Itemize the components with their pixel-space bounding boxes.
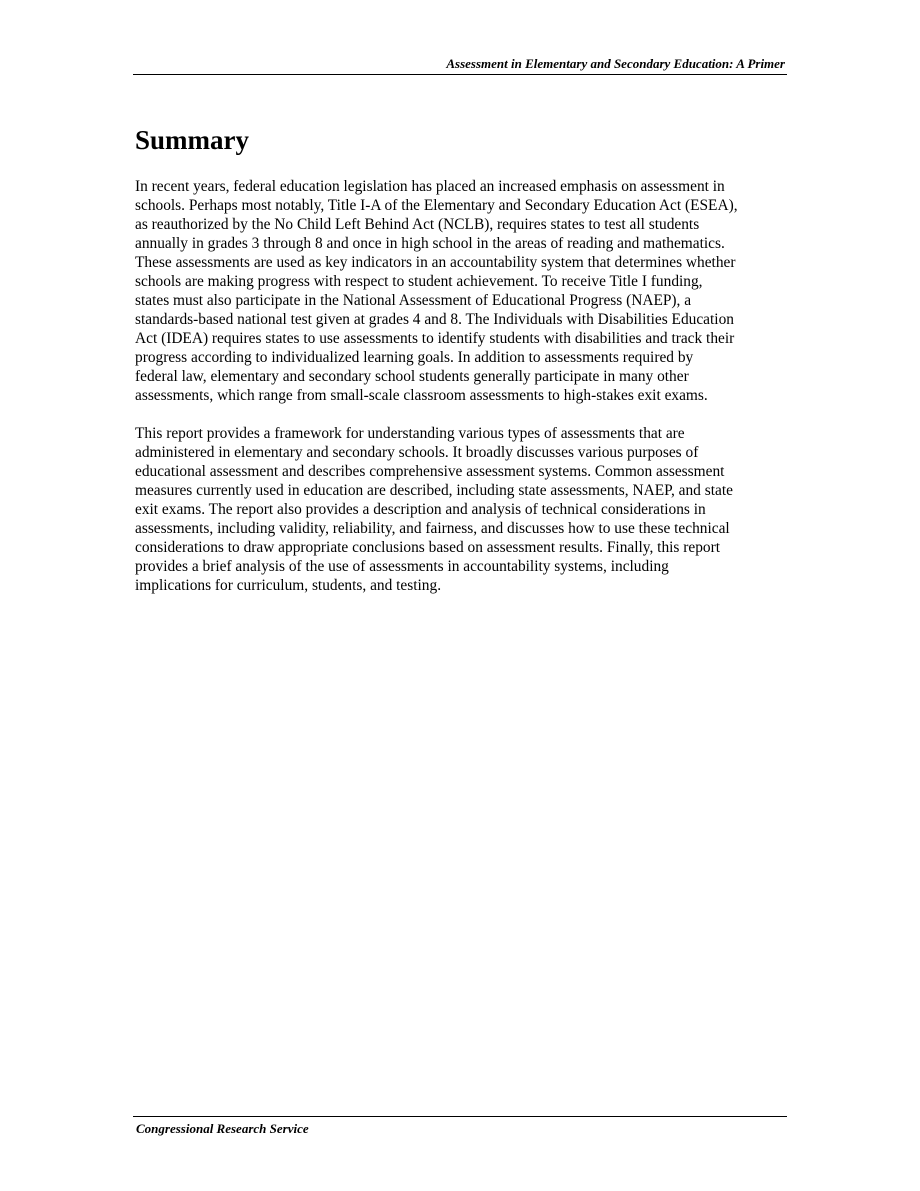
paragraph-line: progress according to individualized learning goals. In addition to assessments required by <box>135 349 694 366</box>
paragraph-line: These assessments are used as key indicators in an accountability system that determines whether <box>135 254 736 271</box>
paragraph-line: considerations to draw appropriate conclusions based on assessment results. Finally, this report <box>135 539 721 556</box>
paragraph-line: exit exams. The report also provides a description and analysis of technical considerations in <box>135 501 706 518</box>
paragraph-line: schools. Perhaps most notably, Title I-A of the Elementary and Secondary Education Act (ESEA), <box>135 197 738 214</box>
paragraph-line: implications for curriculum, students, and testing. <box>135 577 442 594</box>
paragraph-line: Act (IDEA) requires states to use assessments to identify students with disabilities and track their <box>135 330 735 347</box>
paragraph-line: federal law, elementary and secondary school students generally participate in many other <box>135 368 689 385</box>
paragraph-line: standards-based national test given at grades 4 and 8. The Individuals with Disabilities Education <box>135 311 734 328</box>
paragraph-line: assessments, including validity, reliability, and fairness, and discusses how to use these technical <box>135 520 730 537</box>
summary-paragraph-1 <box>135 177 795 405</box>
page-header <box>133 56 787 75</box>
paragraph-line: provides a brief analysis of the use of assessments in accountability systems, including <box>135 558 669 575</box>
paragraph-line: In recent years, federal education legislation has placed an increased emphasis on assessment in <box>135 178 725 195</box>
paragraph-line: schools are making progress with respect to student achievement. To receive Title I funding, <box>135 273 703 290</box>
paragraph-line: administered in elementary and secondary schools. It broadly discusses various purposes of <box>135 444 699 461</box>
paragraph-line: assessments, which range from small-scale classroom assessments to high-stakes exit exams. <box>135 387 708 404</box>
paragraph-line: educational assessment and describes comprehensive assessment systems. Common assessment <box>135 463 725 480</box>
page-footer <box>133 1116 787 1136</box>
footer-publisher: Congressional Research Service <box>136 1121 309 1136</box>
paragraph-line: as reauthorized by the No Child Left Behind Act (NCLB), requires states to test all students <box>135 216 700 233</box>
paragraph-line: annually in grades 3 through 8 and once in high school in the areas of reading and mathematics. <box>135 235 725 252</box>
section-title: Summary <box>135 125 249 155</box>
running-header-title: Assessment in Elementary and Secondary Education: A Primer <box>446 56 785 71</box>
summary-paragraph-2 <box>135 424 795 595</box>
paragraph-line: states must also participate in the National Assessment of Educational Progress (NAEP), a <box>135 292 692 309</box>
paragraph-line: This report provides a framework for understanding various types of assessments that are <box>135 425 685 442</box>
paragraph-line: measures currently used in education are described, including state assessments, NAEP, and state <box>135 482 733 499</box>
